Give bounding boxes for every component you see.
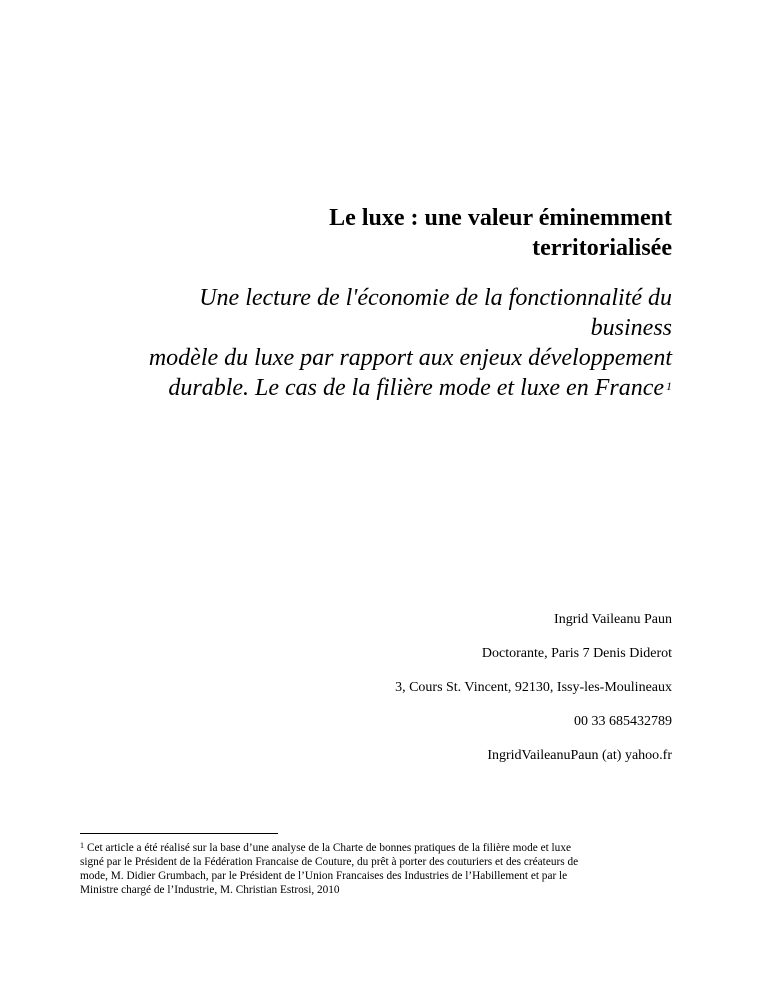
document-title [152,203,672,263]
footnote-line-1: Cet article a été réalisé sur la base d’une analyse de la Charte de bonnes pratiques de la filière mode et luxe [87,842,571,854]
title-line-2: territorialisée [532,235,672,261]
footnote-line-4: Ministre chargé de l’Industrie, M. Christian Estrosi, 2010 [80,884,340,896]
subtitle-line-1: Une lecture de l'économie de la fonctionnalité du business [199,285,672,341]
footnote-separator [80,833,278,834]
footnote-marker: 1 [80,841,84,850]
author-phone: 00 33 685432789 [574,714,672,729]
author-address: 3, Cours St. Vincent, 92130, Issy-les-Moulineaux [395,680,672,695]
subtitle-line-3: durable. Le cas de la filière mode et luxe en France [168,375,664,401]
footnote-line-3: mode, M. Didier Grumbach, par le Président de l’Union Francaises des Industries de l’Habillement et par le [80,870,568,882]
title-line-1: Le luxe : une valeur éminemment [329,205,672,231]
footnote [80,841,680,897]
author-affiliation: Doctorante, Paris 7 Denis Diderot [481,646,672,661]
author-email: IngridVaileanuPaun (at) yahoo.fr [487,748,672,763]
footnote-line-2: signé par le Président de la Fédération Francaise de Couture, du prêt à porter des couturiers et des créateurs de [80,856,579,868]
subtitle-line-2: modèle du luxe par rapport aux enjeux développement [148,345,672,371]
document-subtitle [112,283,672,403]
author-contact-block [252,612,672,782]
subtitle-footnote-marker: 1 [666,379,672,393]
author-name: Ingrid Vaileanu Paun [554,612,672,627]
